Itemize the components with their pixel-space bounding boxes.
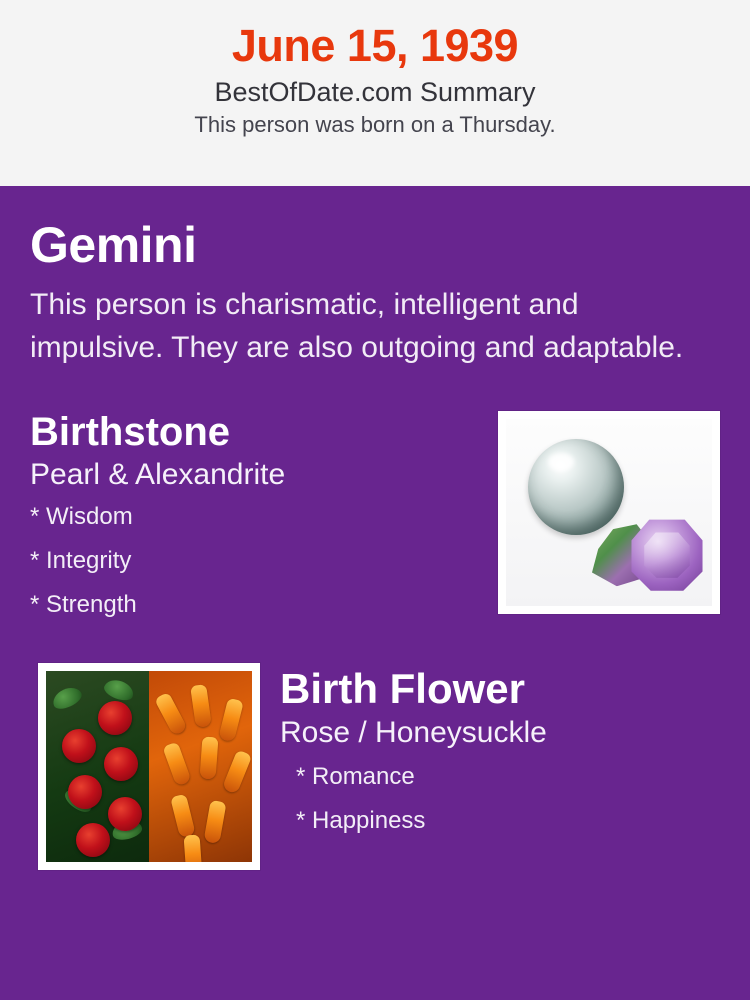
rose-shape <box>68 775 102 809</box>
zodiac-description: This person is charismatic, intelligent and impulsive. They are also outgoing and adaptable. <box>30 288 684 364</box>
birth-flower-traits <box>280 765 710 833</box>
page-title: June 15, 1939 <box>231 20 519 71</box>
rose-shape <box>108 797 142 831</box>
birth-flower-title: Birth Flower <box>280 665 526 713</box>
card-header <box>0 0 750 178</box>
leaf-shape <box>102 677 136 704</box>
birth-flower-names: Rose / Honeysuckle <box>280 716 547 750</box>
rose-and-honeysuckle-icon <box>46 671 252 862</box>
rose-shape <box>98 701 132 735</box>
birthstone-trait: * Integrity <box>30 547 132 575</box>
pearl-and-alexandrite-icon <box>506 419 712 606</box>
birthstone-section <box>30 411 720 641</box>
birth-flower-trait: * Romance <box>296 763 415 791</box>
birthstone-trait: * Strength <box>30 591 137 619</box>
birthstone-trait: * Wisdom <box>30 503 133 531</box>
rose-shape <box>62 729 96 763</box>
honeysuckle-bloom-shape <box>218 698 244 743</box>
birth-flower-section <box>30 663 720 893</box>
birthstone-image-frame <box>498 411 720 614</box>
alexandrite-shape <box>592 500 704 592</box>
birthstone-names: Pearl & Alexandrite <box>30 458 286 492</box>
honeysuckle-bloom-shape <box>184 835 203 863</box>
honeysuckle-bloom-shape <box>170 794 196 839</box>
roses-photo-half <box>46 671 149 862</box>
honeysuckle-photo-half <box>149 671 252 862</box>
honeysuckle-bloom-shape <box>222 750 252 795</box>
zodiac-sign-name: Gemini <box>30 217 197 273</box>
honeysuckle-bloom-shape <box>190 684 212 728</box>
honeysuckle-bloom-shape <box>162 742 191 787</box>
birth-flower-text <box>280 667 710 853</box>
rose-shape <box>76 823 110 857</box>
rose-shape <box>104 747 138 781</box>
leaf-shape <box>50 684 85 713</box>
alexandrite-cut-shape <box>630 518 704 592</box>
birthstone-text <box>30 411 470 617</box>
weekday-note: This person was born on a Thursday. <box>194 112 556 138</box>
birth-flower-trait: * Happiness <box>296 807 426 835</box>
honeysuckle-bloom-shape <box>203 800 226 844</box>
honeysuckle-bloom-shape <box>200 737 219 780</box>
honeysuckle-bloom-shape <box>154 692 188 737</box>
birthstone-title: Birthstone <box>30 410 230 455</box>
details-panel <box>0 186 750 1000</box>
site-summary-label: BestOfDate.com Summary <box>214 77 536 108</box>
birth-flower-image-frame <box>38 663 260 870</box>
